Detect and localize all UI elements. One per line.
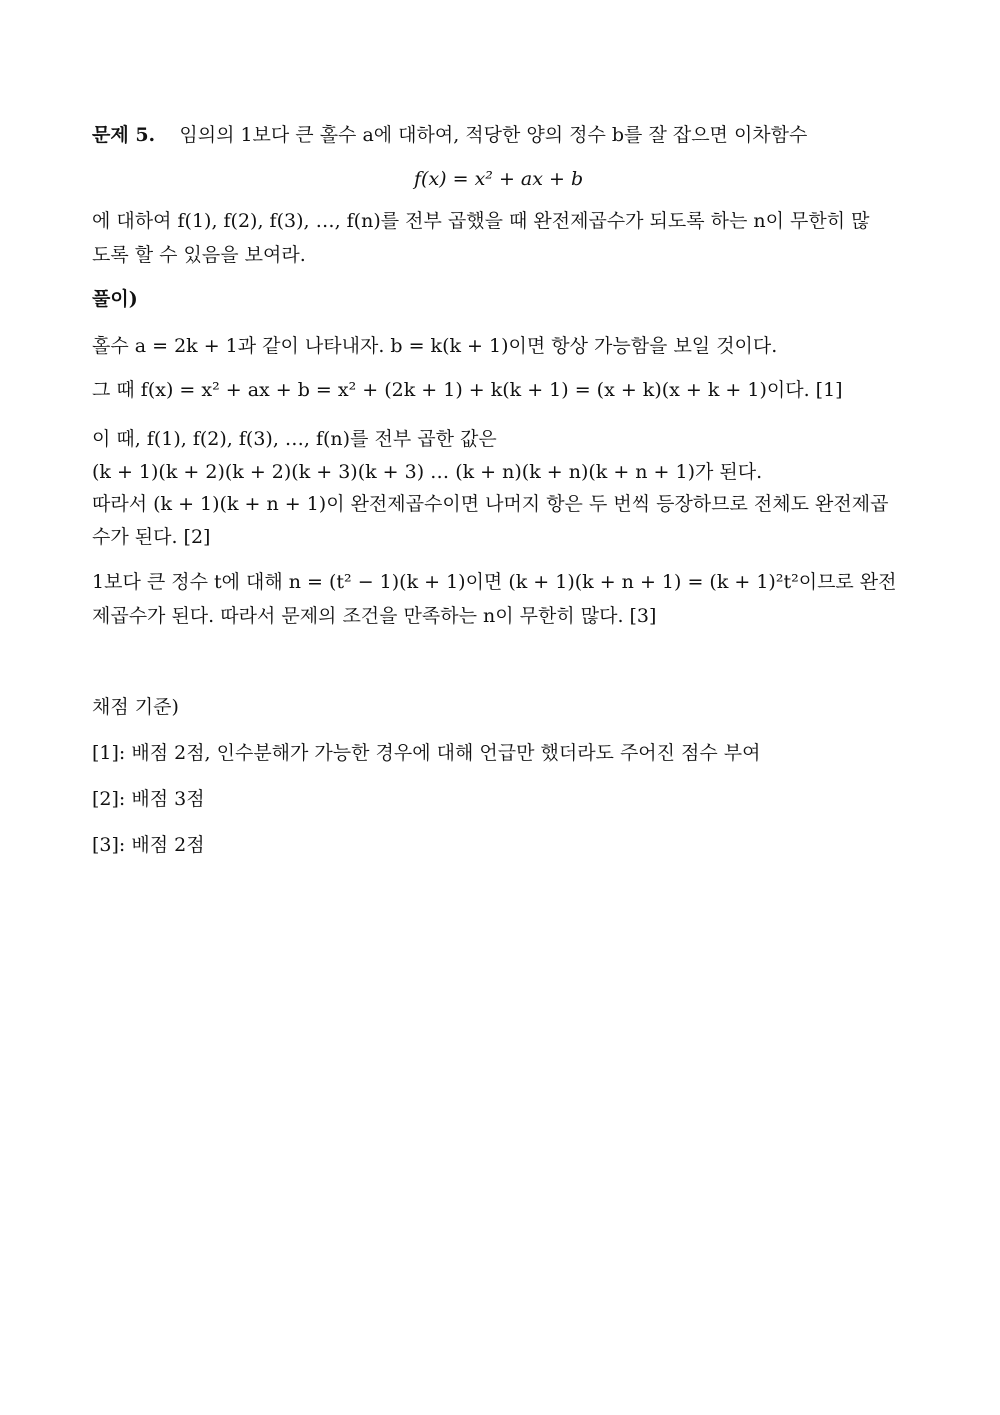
solution-line-5: 따라서 (k + 1)(k + n + 1)이 완전제곱수이면 나머지 항은 두 번씩 등장하므로 전체도 완전제곱	[92, 493, 889, 515]
quadratic-formula: f(x) = x² + ax + b	[414, 168, 584, 190]
problem-statement-line-2	[92, 212, 869, 231]
problem-statement-line-1	[92, 126, 807, 145]
solution-line-3: 이 때, f(1), f(2), f(3), …, f(n)를 전부 곱한 값은	[92, 428, 497, 450]
grading-item-1: [1]: 배점 2점, 인수분해가 가능한 경우에 대해 언급만 했더라도 주어진 점수 부여	[92, 742, 761, 764]
solution-line-1: 홀수 a = 2k + 1과 같이 나타내자. b = k(k + 1)이면 항상 가능함을 보일 것이다.	[92, 335, 778, 357]
solution-line-8: 제곱수가 된다. 따라서 문제의 조건을 만족하는 n이 무한히 많다. [3]	[92, 605, 657, 627]
grading-item-2: [2]: 배점 3점	[92, 788, 205, 810]
grading-item-3: [3]: 배점 2점	[92, 834, 205, 856]
problem-formula	[414, 170, 583, 189]
problem-statement-line-3	[92, 246, 306, 265]
problem-text-1: 임의의 1보다 큰 홀수 a에 대하여, 적당한 양의 정수 b를 잘 잡으면 이차함수	[179, 124, 808, 146]
problem-text-2: 에 대하여 f(1), f(2), f(3), …, f(n)를 전부 곱했을 때 완전제곱수가 되도록 하는 n이 무한히 많	[92, 210, 870, 232]
grading-heading: 채점 기준)	[92, 696, 179, 718]
problem-label: 문제 5.	[92, 124, 156, 146]
solution-line-6: 수가 된다. [2]	[92, 526, 211, 548]
solution-line-4: (k + 1)(k + 2)(k + 2)(k + 3)(k + 3) … (k + n)(k + n)(k + n + 1)가 된다.	[92, 461, 763, 483]
solution-line-7: 1보다 큰 정수 t에 대해 n = (t² − 1)(k + 1)이면 (k + 1)(k + n + 1) = (k + 1)²t²이므로 완전	[92, 571, 897, 593]
solution-heading: 풀이)	[92, 288, 138, 310]
solution-line-2: 그 때 f(x) = x² + ax + b = x² + (2k + 1) + k(k + 1) = (x + k)(x + k + 1)이다. [1]	[92, 379, 843, 401]
problem-text-3: 도록 할 수 있음을 보여라.	[92, 244, 306, 266]
